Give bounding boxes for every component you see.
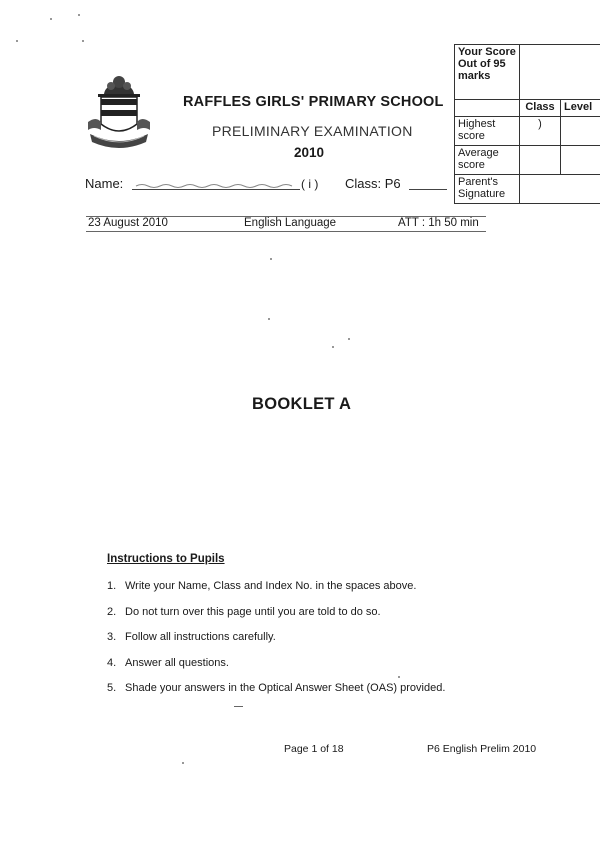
exam-time-allowed: ATT : 1h 50 min (398, 217, 479, 229)
school-crest-logo (84, 72, 154, 154)
highest-score-label: Highest score (454, 116, 520, 146)
parent-signature-label: Parent's Signature (454, 174, 520, 204)
booklet-title: BOOKLET A (252, 395, 352, 413)
level-column-header: Level (560, 99, 600, 117)
instruction-number: 1. (107, 580, 117, 592)
average-level-value[interactable] (560, 145, 600, 175)
instruction-text: Answer all questions. (125, 656, 229, 669)
scan-speck (348, 338, 350, 340)
instructions-heading: Instructions to Pupils (107, 553, 225, 565)
instruction-item (107, 657, 445, 683)
instruction-item (107, 631, 445, 657)
scan-speck (182, 762, 184, 764)
instruction-number: 2. (107, 605, 117, 618)
instruction-text: Shade your answers in the Optical Answer Sheet (OAS) provided. (125, 682, 446, 695)
class-field[interactable] (409, 189, 447, 190)
instruction-number: 3. (107, 631, 117, 644)
scan-speck (82, 40, 84, 42)
score-box-blank-cell (454, 99, 520, 117)
school-name: RAFFLES GIRLS' PRIMARY SCHOOL (183, 94, 444, 110)
scan-speck (398, 676, 400, 678)
scan-speck (332, 346, 334, 348)
scan-speck (16, 40, 18, 42)
instruction-text: Write your Name, Class and Index No. in the spaces above. (125, 580, 417, 592)
exam-year: 2010 (294, 145, 325, 160)
average-class-value[interactable] (519, 145, 561, 175)
exam-title: PRELIMINARY EXAMINATION (212, 123, 413, 139)
highest-level-value[interactable] (560, 116, 600, 146)
instruction-text: Do not turn over this page until you are told to do so. (125, 605, 381, 618)
your-score-value[interactable] (519, 44, 600, 100)
scan-speck (50, 18, 52, 20)
page-number: Page 1 of 18 (284, 743, 344, 755)
instruction-text: Follow all instructions carefully. (125, 631, 276, 644)
class-label: Class: P6 (345, 176, 401, 191)
your-score-label: Your Score Out of 95 marks (454, 44, 520, 100)
scan-speck (78, 14, 80, 16)
instruction-number: 5. (107, 682, 117, 695)
meta-bottom-rule (86, 231, 486, 232)
exam-subject: English Language (244, 217, 337, 229)
average-score-label: Average score (454, 145, 520, 175)
parent-signature-field[interactable] (519, 174, 600, 204)
name-field[interactable] (132, 189, 300, 190)
highest-class-value[interactable]: ) (519, 116, 561, 146)
name-label: Name: (85, 176, 124, 191)
instruction-item (107, 580, 445, 606)
scan-speck (268, 318, 270, 320)
scan-mark (234, 706, 243, 707)
scan-speck (270, 258, 272, 260)
instruction-item (107, 682, 445, 708)
instructions-list (107, 580, 445, 708)
instruction-number: 4. (107, 656, 117, 669)
class-column-header: Class (519, 99, 561, 117)
instruction-item (107, 606, 445, 632)
paper-code: P6 English Prelim 2010 (427, 743, 537, 755)
score-box (454, 44, 600, 206)
exam-date: 23 August 2010 (88, 217, 168, 229)
index-number-field[interactable]: ( i ) (301, 177, 319, 191)
